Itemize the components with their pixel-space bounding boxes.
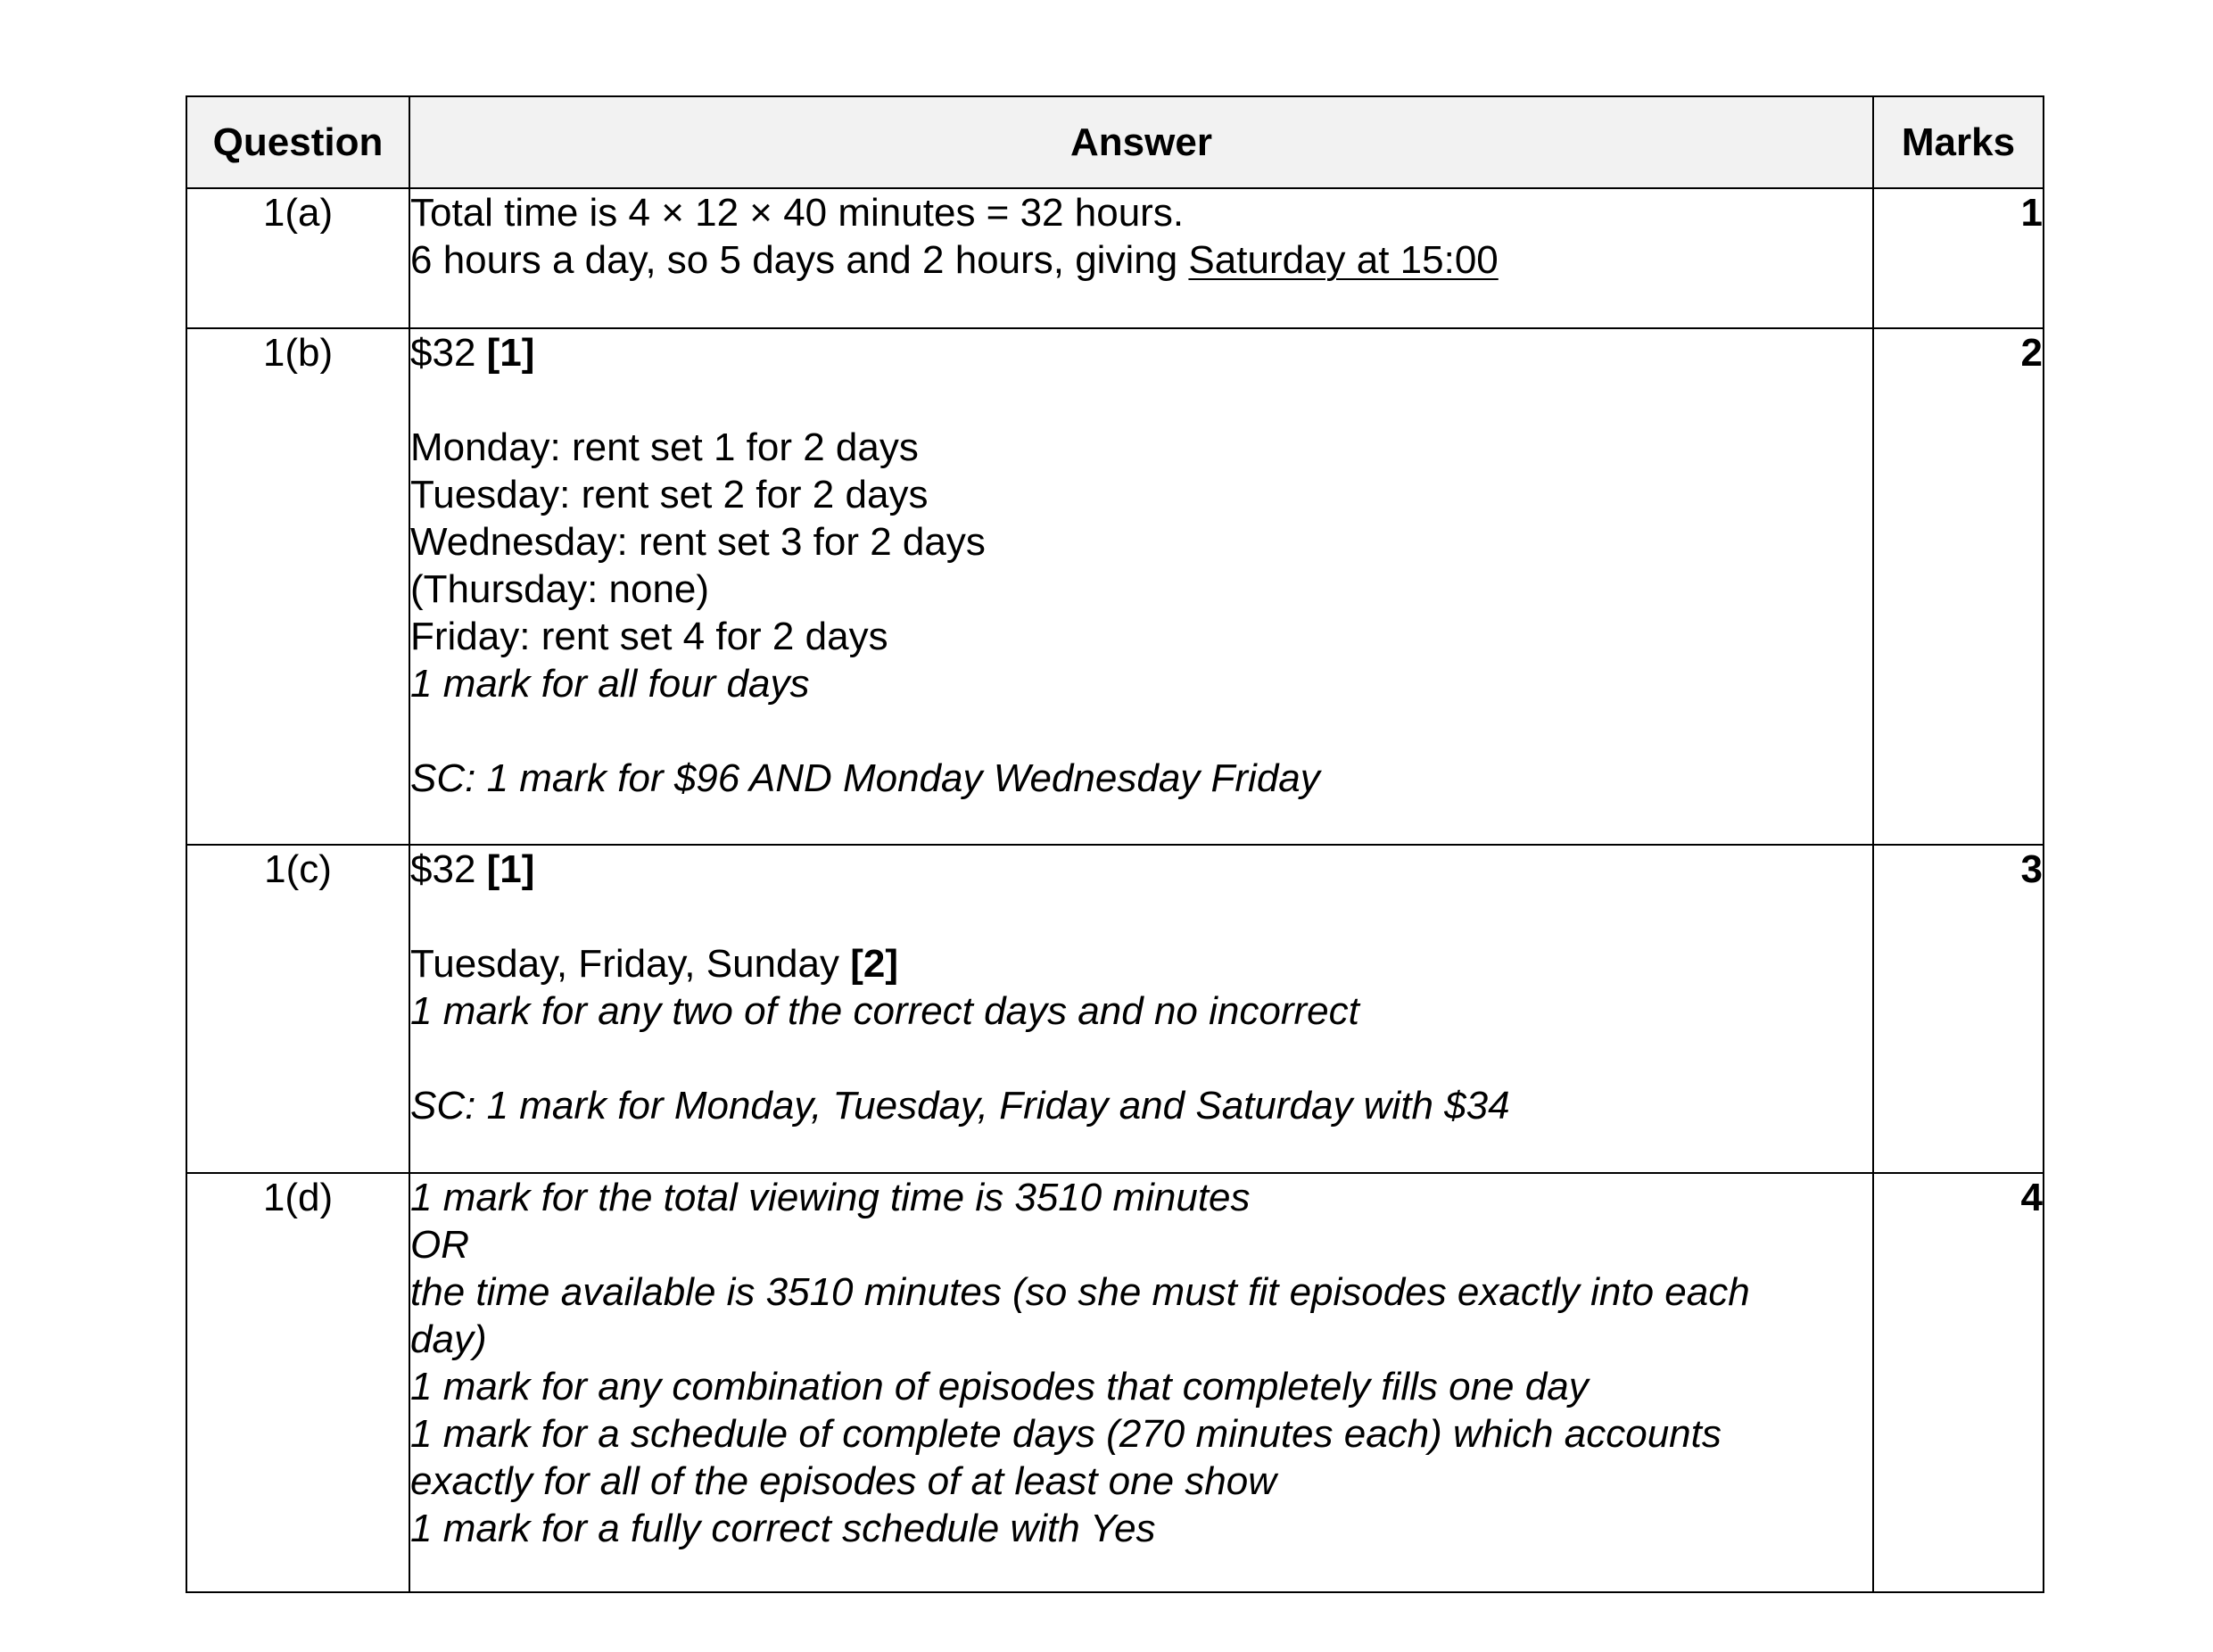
spacer: [410, 1035, 1872, 1082]
answer-column-header: Answer: [409, 96, 1873, 188]
marks-value: 2: [1873, 328, 2044, 845]
spacer: [410, 893, 1872, 940]
marking-note: OR: [410, 1223, 469, 1267]
answer-line: (Thursday: none): [410, 567, 710, 611]
marking-note: 1 mark for the total viewing time is 3510 minutes: [410, 1176, 1251, 1219]
marking-note: 1 mark for all four days: [410, 662, 810, 706]
table-header-row: [186, 96, 2044, 188]
marking-note: the time available is 3510 minutes (so she must fit episodes exactly into each: [410, 1270, 1750, 1314]
answer-cell: [409, 328, 1873, 845]
question-column-header: Question: [186, 96, 409, 188]
answer-cell: [409, 845, 1873, 1173]
answer-days: Tuesday, Friday, Sunday: [410, 942, 839, 986]
answer-text: 6 hours a day, so 5 days and 2 hours, giving: [410, 238, 1189, 282]
answer-cell: [409, 1173, 1873, 1592]
table-row: [186, 845, 2044, 1173]
answer-line: [410, 236, 1872, 284]
table-row: [186, 188, 2044, 328]
marking-note: 1 mark for a schedule of complete days (270 minutes each) which accounts: [410, 1412, 1722, 1456]
spacer: [410, 376, 1872, 424]
marks-column-header: Marks: [1873, 96, 2044, 188]
special-case-note: SC: 1 mark for Monday, Tuesday, Friday and Saturday with $34: [410, 1084, 1510, 1127]
marking-note: day): [410, 1317, 487, 1361]
question-number: 1(b): [186, 328, 409, 845]
answer-line: [410, 940, 1872, 987]
answer-line: [410, 329, 1872, 376]
marks-value: 3: [1873, 845, 2044, 1173]
marking-note: exactly for all of the episodes of at least one show: [410, 1459, 1277, 1503]
final-answer-underlined: Saturday at 15:00: [1188, 238, 1499, 282]
answer-value: $32: [410, 847, 476, 891]
mark-allocation: [1]: [486, 331, 535, 375]
question-number: 1(c): [186, 845, 409, 1173]
marks-value: 1: [1873, 188, 2044, 328]
spacer: [410, 707, 1872, 755]
answer-line: Total time is 4 × 12 × 40 minutes = 32 hours.: [410, 191, 1185, 235]
table-row: [186, 328, 2044, 845]
marking-note: 1 mark for any combination of episodes that completely fills one day: [410, 1365, 1589, 1408]
marks-value: 4: [1873, 1173, 2044, 1592]
answer-line: Friday: rent set 4 for 2 days: [410, 615, 888, 658]
answer-cell: [409, 188, 1873, 328]
question-number: 1(d): [186, 1173, 409, 1592]
answer-line: Wednesday: rent set 3 for 2 days: [410, 520, 986, 564]
special-case-note: SC: 1 mark for $96 AND Monday Wednesday Friday: [410, 756, 1320, 800]
answer-line: Monday: rent set 1 for 2 days: [410, 425, 919, 469]
marking-note: 1 mark for a fully correct schedule with Yes: [410, 1507, 1156, 1550]
mark-allocation: [2]: [850, 942, 898, 986]
question-number: 1(a): [186, 188, 409, 328]
mark-allocation: [1]: [486, 847, 535, 891]
mark-scheme-table: [186, 95, 2044, 1593]
answer-value: $32: [410, 331, 476, 375]
answer-line: [410, 846, 1872, 893]
table-row: [186, 1173, 2044, 1592]
marking-note: 1 mark for any two of the correct days and no incorrect: [410, 989, 1359, 1033]
answer-line: Tuesday: rent set 2 for 2 days: [410, 473, 929, 516]
